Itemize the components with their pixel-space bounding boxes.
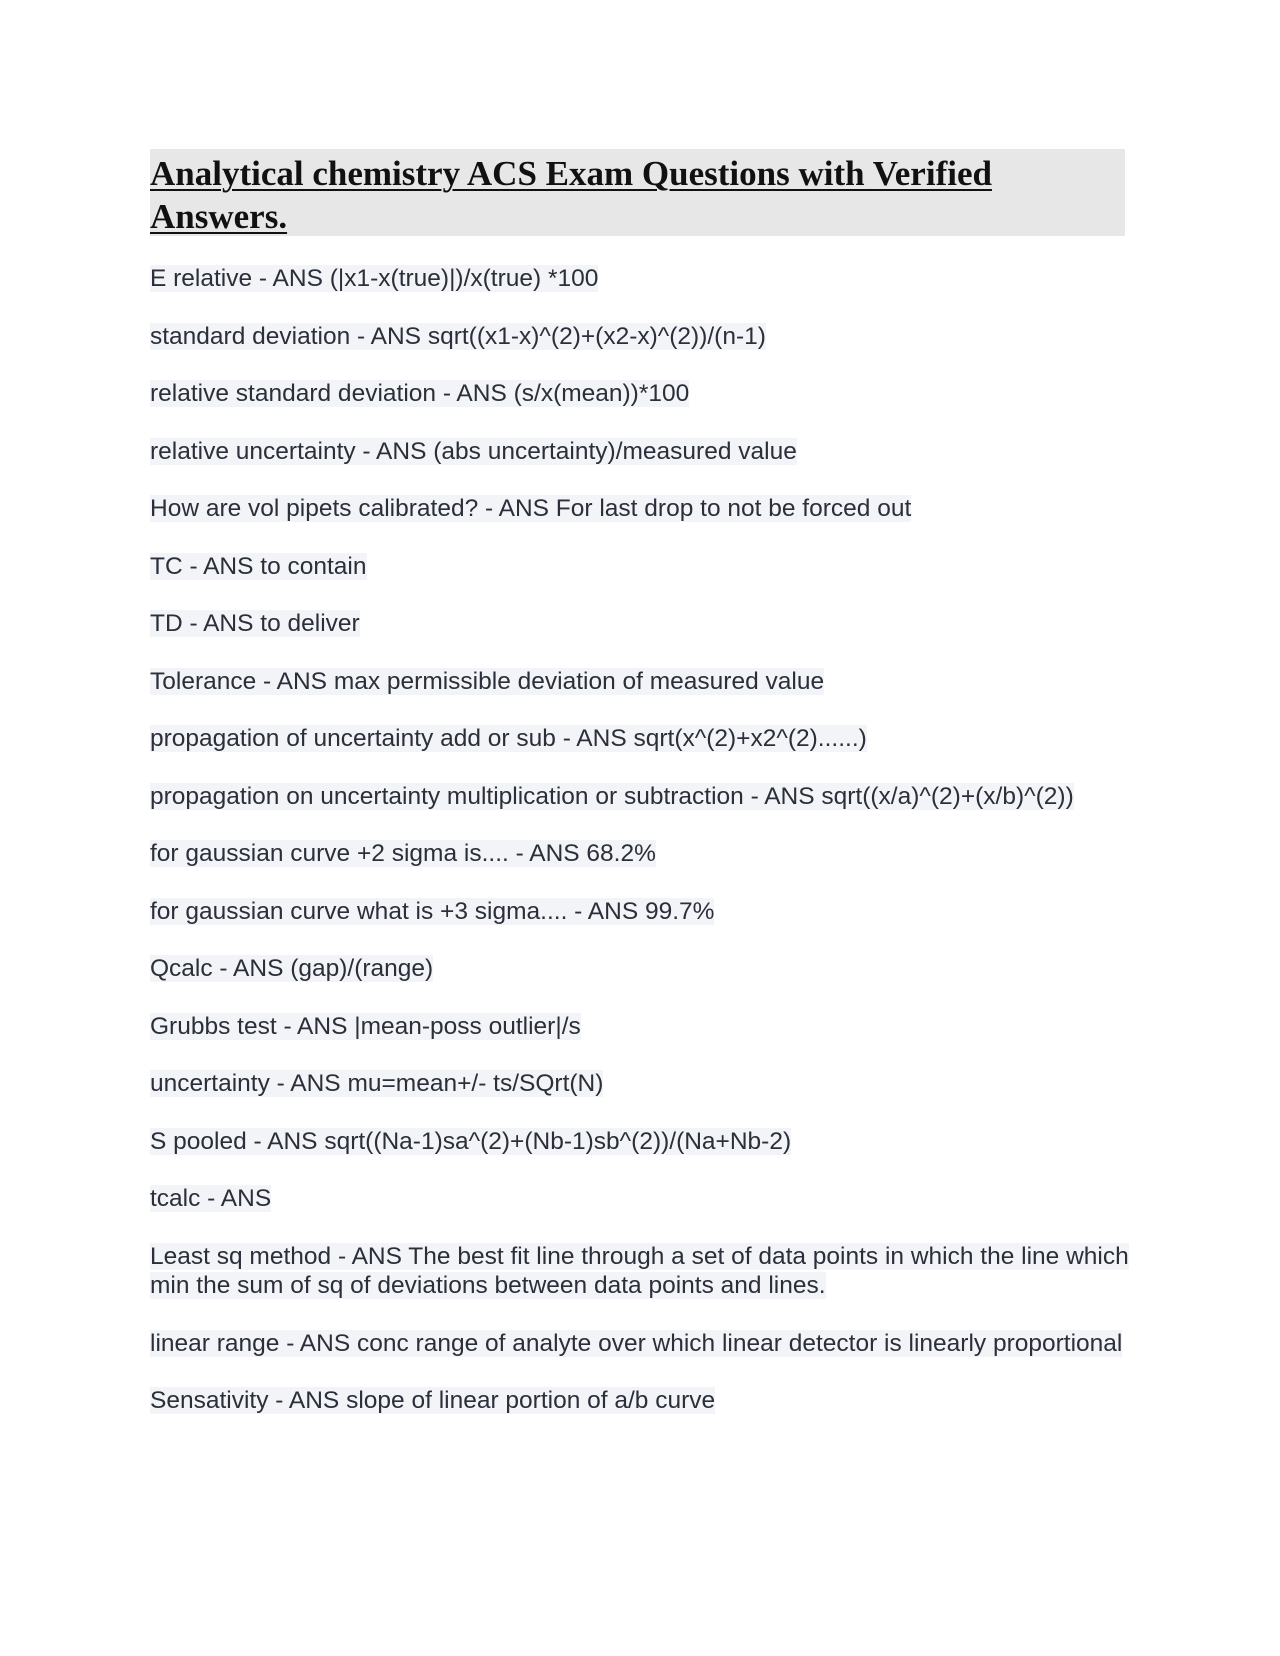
qa-item-text: Least sq method - ANS The best fit line through a set of data points in which the line which min the sum of sq of deviations between data points and lines. [150, 1242, 1129, 1299]
qa-item [150, 1127, 1130, 1157]
qa-item-text: relative standard deviation - ANS (s/x(mean))*100 [150, 380, 690, 407]
qa-item [150, 667, 1130, 697]
qa-item-text: How are vol pipets calibrated? - ANS For last drop to not be forced out [150, 495, 912, 522]
qa-item [150, 1012, 1130, 1042]
qa-item-text: standard deviation - ANS sqrt((x1-x)^(2)+(x2-x)^(2))/(n-1) [150, 322, 766, 350]
qa-item-text: uncertainty - ANS mu=mean+/- ts/SQrt(N) [150, 1070, 604, 1097]
qa-item [150, 839, 1130, 869]
qa-item-text: Sensativity - ANS slope of linear portion of a/b curve [150, 1387, 716, 1414]
qa-item [150, 552, 1130, 582]
qa-item [150, 1386, 1130, 1416]
qa-item-text: propagation of uncertainty add or sub - ANS sqrt(x^(2)+x2^(2)......) [150, 725, 867, 752]
qa-item [150, 609, 1130, 639]
qa-item-text: tcalc - ANS [150, 1185, 272, 1212]
qa-item-text: relative uncertainty - ANS (abs uncertainty)/measured value [150, 437, 797, 465]
qa-item-text: for gaussian curve what is +3 sigma.... - ANS 99.7% [150, 897, 715, 925]
qa-list [150, 264, 1130, 1444]
qa-item-text: for gaussian curve +2 sigma is.... - ANS 68.2% [150, 840, 656, 867]
qa-item [150, 1184, 1130, 1214]
qa-item [150, 782, 1130, 812]
title-block [150, 149, 1125, 236]
qa-item [150, 1329, 1130, 1359]
qa-item [150, 494, 1130, 524]
qa-item [150, 724, 1130, 754]
qa-item [150, 322, 1130, 352]
qa-item [150, 897, 1130, 927]
qa-item [150, 954, 1130, 984]
qa-item [150, 437, 1130, 467]
qa-item [150, 264, 1130, 294]
qa-item [150, 1069, 1130, 1099]
page-title: Analytical chemistry ACS Exam Questions with Verified Answers. [150, 154, 992, 236]
qa-item-text: S pooled - ANS sqrt((Na-1)sa^(2)+(Nb-1)sb^(2))/(Na+Nb-2) [150, 1127, 792, 1155]
qa-item-text: Grubbs test - ANS |mean-poss outlier|/s [150, 1012, 581, 1040]
qa-item-text: linear range - ANS conc range of analyte over which linear detector is linearly proportional [150, 1329, 1123, 1357]
qa-item [150, 379, 1130, 409]
qa-item-text: propagation on uncertainty multiplication or subtraction - ANS sqrt((x/a)^(2)+(x/b)^(2)) [150, 782, 1074, 810]
qa-item [150, 1242, 1130, 1301]
qa-item-text: E relative - ANS (|x1-x(true)|)/x(true) *100 [150, 265, 599, 292]
qa-item-text: Qcalc - ANS (gap)/(range) [150, 955, 434, 982]
qa-item-text: TD - ANS to deliver [150, 610, 360, 637]
qa-item-text: TC - ANS to contain [150, 552, 367, 580]
qa-item-text: Tolerance - ANS max permissible deviation of measured value [150, 667, 825, 695]
